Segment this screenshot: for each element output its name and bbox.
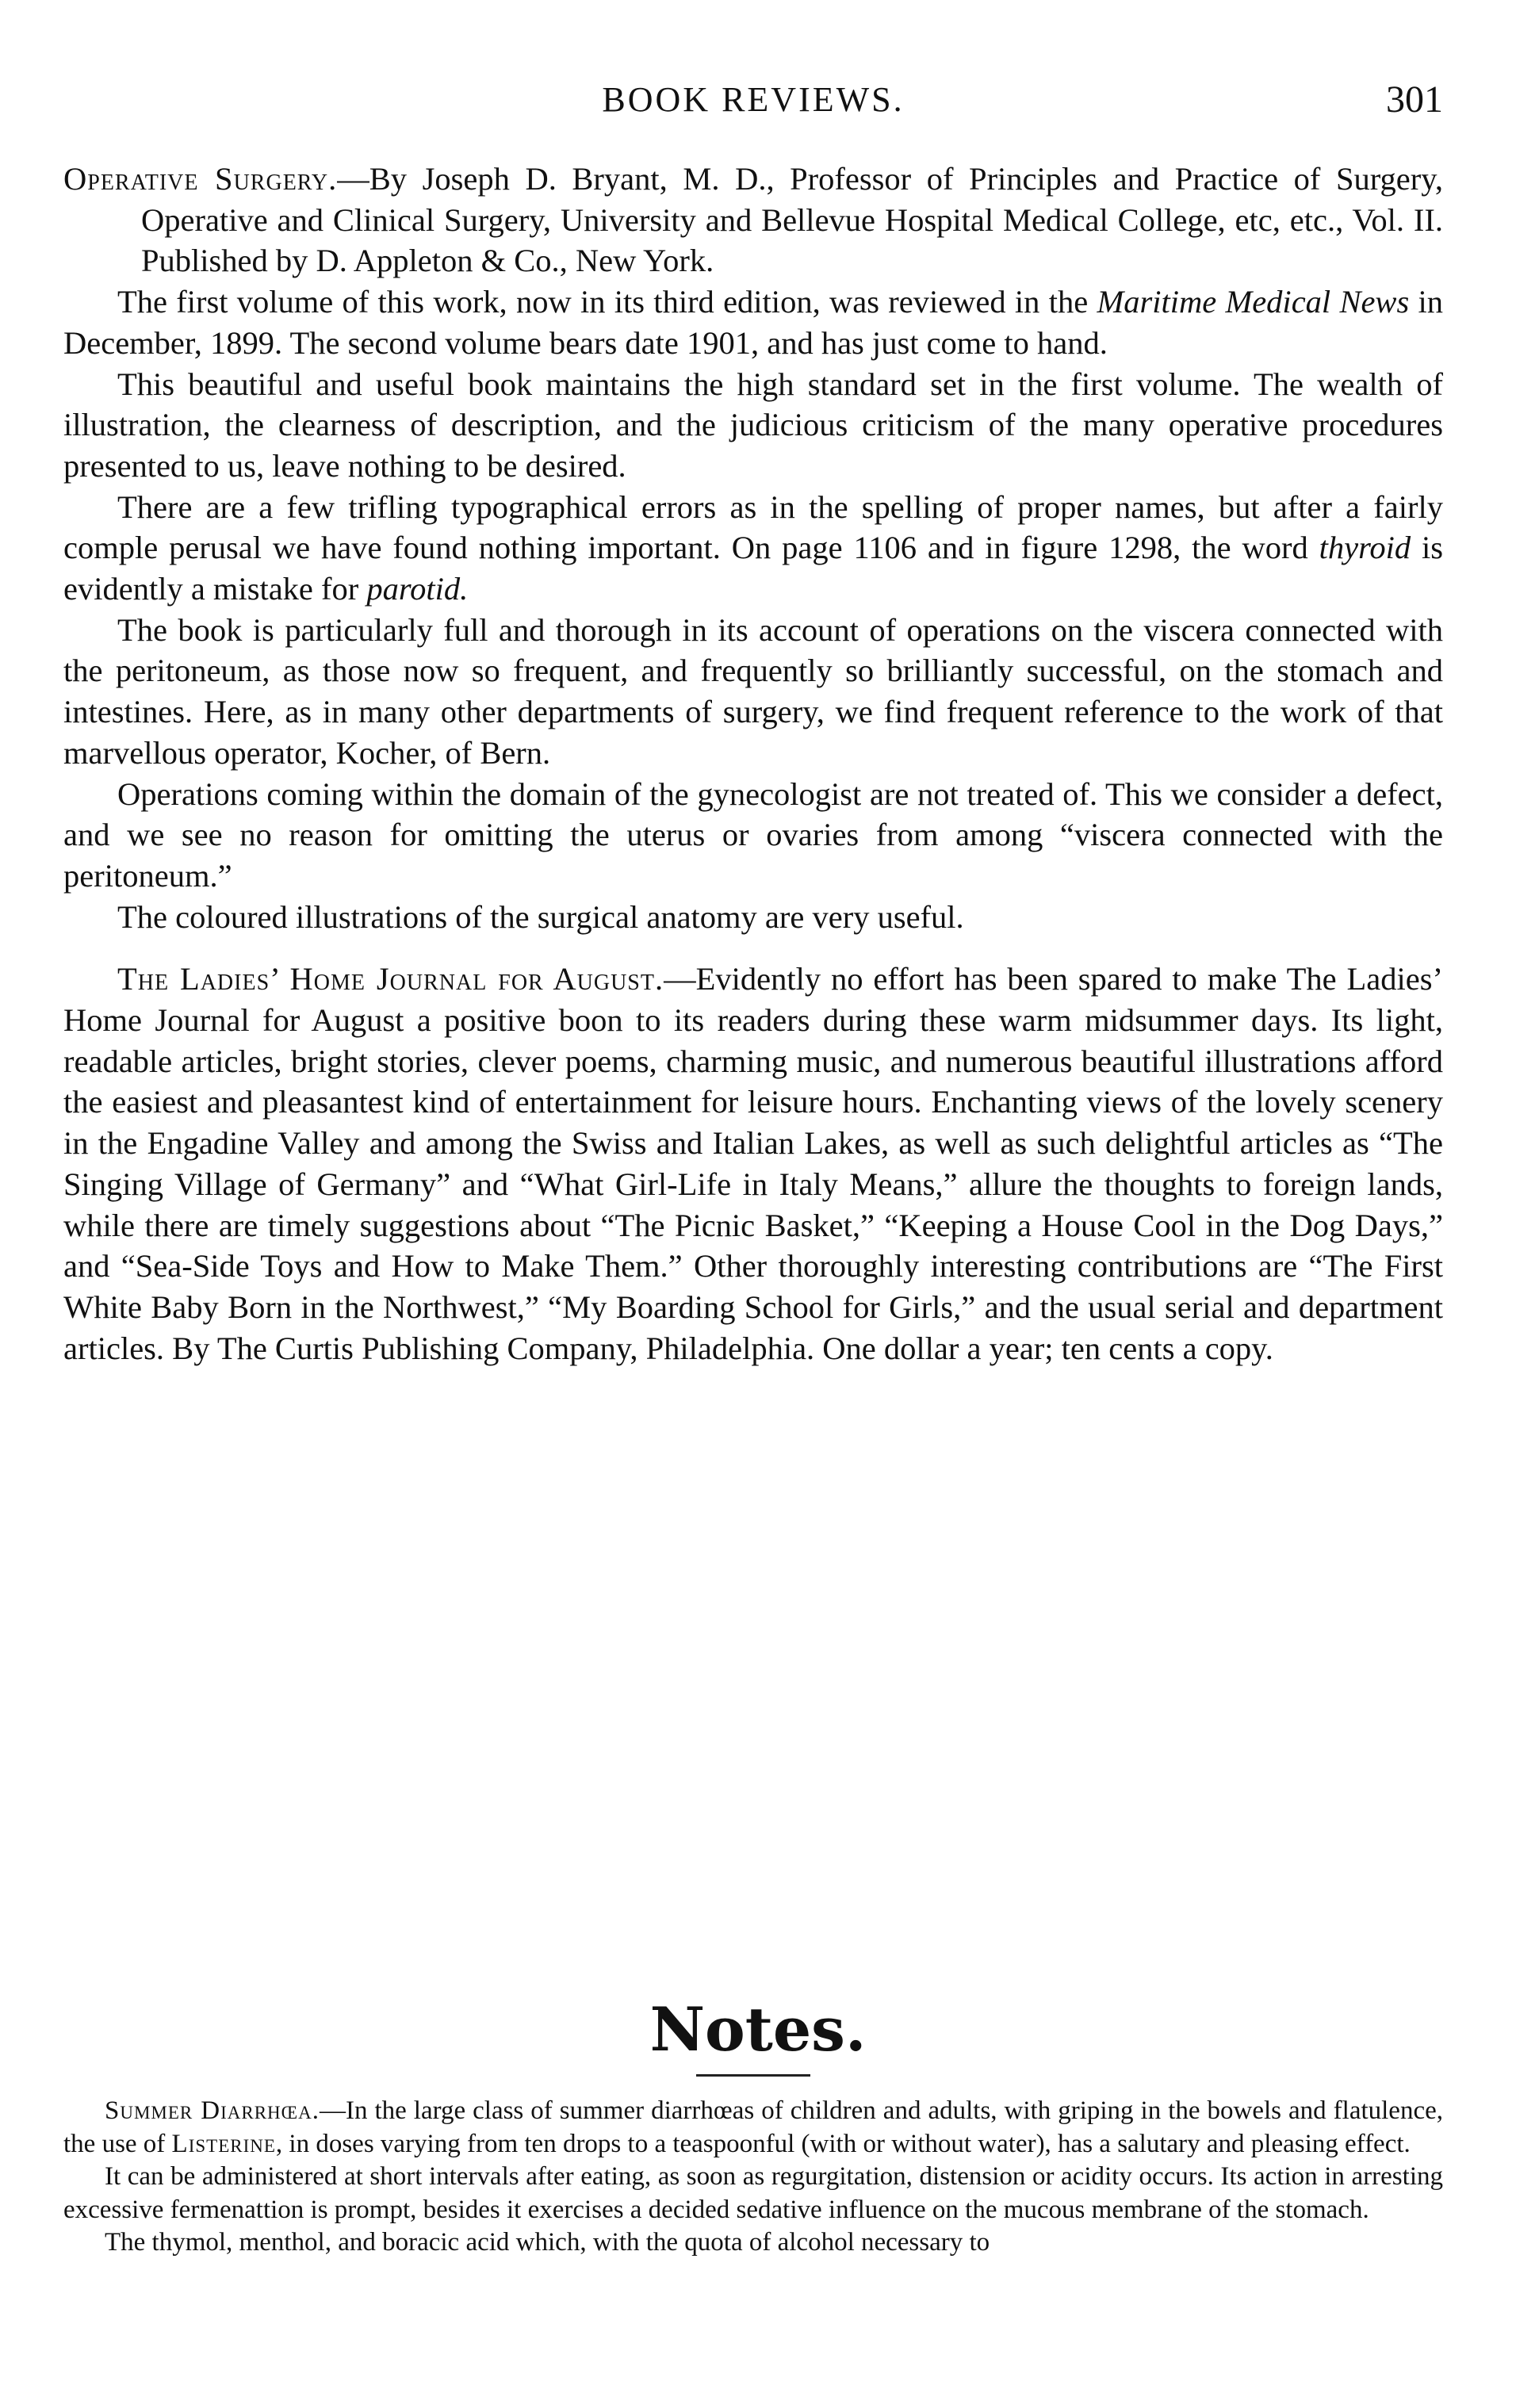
journal-title: Maritime Medical News xyxy=(1097,284,1410,320)
note-text: —In the large class of summer diarrhœas of children and adults, with griping in the bowels and flatulence, the use of xyxy=(63,2096,1443,2158)
book-reviews-section xyxy=(63,159,1443,1369)
review-text: There are a few trifling typographical errors as in the spelling of proper names, but after a fairly comple perusal we have found nothing important. On page 1106 and in figure 1298, the word xyxy=(63,488,1443,566)
notes-section xyxy=(63,2095,1443,2260)
review-paragraph: The coloured illustrations of the surgical anatomy are very useful. xyxy=(117,898,964,935)
review-byline: —By Joseph D. Bryant, M. D., Professor of Principles and Practice of Surgery, Operative and Clinical Surgery, University and Bellevue Hospital Medical College, etc, etc., Vol. II. Published by D. Appleton & Co., New York. xyxy=(141,161,1443,279)
note-text: , in doses varying from ten drops to a teaspoonful (with or without water), has a salutary and pleasing effect. xyxy=(275,2129,1411,2158)
running-title: BOOK REVIEWS. xyxy=(602,80,905,119)
review-text: The first volume of this work, now in its third edition, was reviewed in the xyxy=(117,284,1097,320)
review-paragraph xyxy=(63,281,1443,363)
italic-word: parotid. xyxy=(366,571,469,607)
review-text: —Evidently no effort has been spared to make The Ladies’ Home Journal for August a positive boon to its readers during these warm midsummer days. Its light, readable articles, bright stories, clever poems, charming music, and numerous beautiful illustrations afford the easiest and pleasantest kind of entertainment for leisure hours. Enchanting views of the lovely scenery in the Engadine Valley and among the Swiss and Italian Lakes, as well as such delightful articles as “The Singing Village of Germany” and “What Girl-Life in Italy Means,” allure the thoughts to foreign lands, while there are timely suggestions about “The Picnic Basket,” “Keeping a House Cool in the Dog Days,” and “Sea-Side Toys and How to Make Them.” Other thoroughly interesting contributions are “The First White Baby Born in the Northwest,” “My Boarding School for Girls,” and the usual serial and department articles. By The Curtis Publishing Company, Philadelphia. One dollar a year; ten cents a copy. xyxy=(63,961,1443,1366)
notes-heading: Notes. xyxy=(649,1994,867,2065)
review-text: is evidently a mistake for xyxy=(63,530,1443,607)
note-paragraph: The thymol, menthol, and boracic acid which, with the quota of alcohol necessary to xyxy=(105,2228,990,2257)
review-title: The Ladies’ Home Journal for August. xyxy=(117,961,664,997)
note-paragraph: It can be administered at short intervals after eating, as soon as regurgitation, distension or acidity occurs. Its action in arresting excessive fermenattion is prompt, besides it exercises a decided sedative influence on the mucous membrane of the stomach. xyxy=(63,2162,1443,2224)
review-paragraph: The book is particularly full and thorough in its account of operations on the viscera connected with the peritoneum, as those now so frequent, and frequently so brilliantly successful, on the stomach and intestines. Here, as in many other departments of surgery, we find frequent reference to the work of that marvellous operator, Kocher, of Bern. xyxy=(63,611,1443,771)
notes-divider xyxy=(696,2074,810,2077)
product-name: Listerine xyxy=(171,2129,276,2158)
review-title: Operative Surgery. xyxy=(63,161,338,197)
review-paragraph xyxy=(63,487,1443,610)
review-paragraph: Operations coming within the domain of the gynecologist are not treated of. This we consider a defect, and we see no reason for omitting the uterus or ovaries from among “viscera connected with the peritoneum.” xyxy=(63,775,1443,894)
review-paragraph: This beautiful and useful book maintains the high standard set in the first volume. The wealth of illustration, the clearness of description, and the judicious criticism of the many operative procedures presented to us, leave nothing to be desired. xyxy=(63,366,1443,484)
note-title: Summer Diarrhœa. xyxy=(105,2096,320,2125)
review-operative-surgery-heading xyxy=(63,159,1443,281)
page-number: 301 xyxy=(1386,78,1443,121)
note-paragraph xyxy=(63,2095,1443,2161)
running-head xyxy=(63,76,1443,124)
review-ladies-home-journal xyxy=(63,959,1443,1369)
italic-word: thyroid xyxy=(1319,530,1411,566)
review-text: in December, 1899. The second volume bears date 1901, and has just come to hand. xyxy=(63,284,1443,361)
